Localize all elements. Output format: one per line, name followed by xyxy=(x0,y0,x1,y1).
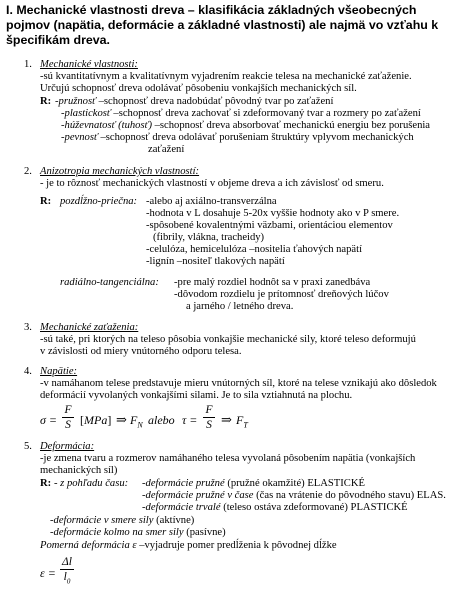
section-4-line-1: -v namáhanom telese predstavuje mieru vnútorných síl, ktoré na telese vznikajú ako dôsledok xyxy=(40,378,437,389)
section-4-heading: Napätie: xyxy=(40,366,78,377)
pozd-line-3: -spôsobené kovalentnými väzbami, orientáciou elementov xyxy=(146,220,393,231)
section-1-number: 1. xyxy=(24,59,32,70)
section-5-r-label: R: xyxy=(40,478,52,489)
section-5-number: 5. xyxy=(24,441,32,452)
section-1-r-label: R: xyxy=(40,96,52,107)
deformation-active: -deformácie v smere sily (aktívne) xyxy=(50,515,195,526)
pozd-line-4: (fibrily, vlákna, tracheidy) xyxy=(153,232,265,243)
pozd-line-5: -celulóza, hemicelulóza –nositelia ťahových napätí xyxy=(146,244,363,255)
section-1-item-3: -húževnatosť (tuhosť) –schopnosť dreva absorbovať mechanickú energiu bez porušenia xyxy=(61,120,431,131)
epsilon-denominator: $l_0$ xyxy=(63,571,71,586)
section-3-line-2: v závislosti od miery vnútorného odporu telesa. xyxy=(40,346,242,357)
force-tangential: $F_T$ xyxy=(236,413,248,430)
tau-fraction xyxy=(203,404,215,431)
deformation-elastic: -deformácie pružné (pružné okamžité) ELASTICKÉ xyxy=(142,478,365,489)
section-1-item-4-cont: zaťažení xyxy=(148,144,185,155)
sigma-fraction xyxy=(62,404,74,431)
section-3-line-1: -sú také, pri ktorých na teleso pôsobia vonkajšie mechanické sily, ktoré teleso deformujú xyxy=(40,334,416,345)
pozdlzno-priecna-label: pozdĺžno-priečna: xyxy=(60,196,138,207)
rad-line-3: a jarného / letného dreva. xyxy=(186,301,294,312)
z-pohladu-casu-label: - z pohľadu času: xyxy=(54,478,129,489)
sigma-lhs: σ = xyxy=(40,413,58,427)
alebo-word: alebo xyxy=(148,413,175,427)
deformation-permanent: -deformácie trvalé (teleso ostáva zdeformované) PLASTICKÉ xyxy=(142,502,408,513)
section-2-number: 2. xyxy=(24,166,32,177)
rad-line-1: -pre malý rozdiel hodnôt sa v praxi zanedbáva xyxy=(174,277,371,288)
deformation-elastic-time: -deformácie pružné v čase (čas na vrátenie do pôvodného stavu) ELAS. xyxy=(142,490,446,501)
section-2-heading: Anizotropia mechanických vlastností: xyxy=(40,166,200,177)
page-title: I. Mechanické vlastnosti dreva – klasifikácia základných všeobecných pojmov (napätia, deformácie a základné vlastnosti) ale najmä vo vzťahu k špecifikám dreva. xyxy=(6,3,439,47)
implies-arrow-2: ⇒ xyxy=(221,412,232,427)
rad-line-2: -dôvodom rozdielu je prítomnosť dreňových lúčov xyxy=(174,289,389,300)
section-1-heading: Mechanické vlastnosti: xyxy=(40,59,138,70)
fraction-bar xyxy=(60,569,74,570)
pozd-line-1: -alebo aj axiálno-transverzálna xyxy=(146,196,277,207)
section-4-number: 4. xyxy=(24,366,32,377)
section-5-line-2: mechanických síl) xyxy=(40,465,118,476)
section-2-r-label: R: xyxy=(40,196,52,207)
sigma-numerator: F xyxy=(64,404,72,416)
epsilon-numerator: Δl xyxy=(62,556,72,568)
section-3-number: 3. xyxy=(24,322,32,333)
section-3-heading: Mechanické zaťaženia: xyxy=(40,322,139,333)
unit-mpa: [MPa] xyxy=(80,413,112,427)
section-2-line-1: - je to rôznosť mechanických vlastností v objeme dreva a ich závislosť od smeru. xyxy=(40,178,384,189)
force-normal: $F_N$ xyxy=(130,413,143,430)
tau-numerator: F xyxy=(205,404,213,416)
section-5-heading: Deformácia: xyxy=(40,441,95,452)
section-1-item-2: -plastickosť –schopnosť dreva zachovať si zdeformovaný tvar a rozmery po zaťažení xyxy=(61,108,421,119)
implies-arrow-1: ⇒ xyxy=(116,412,127,427)
section-4-line-2: deformácií vyvolaných vonkajšími silami. Je to sila vztiahnutá na plochu. xyxy=(40,390,353,401)
radialno-tangencialna-label: radiálno-tangenciálna: xyxy=(60,277,159,288)
section-1-line-1: -sú kvantitatívnym a kvalitatívnym vyjadrením reakcie telesa na mechanické zaťaženie. xyxy=(40,71,412,82)
section-1-item-4: -pevnosť –schopnosť dreva odolávať porušeniam štruktúry vplyvom mechanických xyxy=(61,132,414,143)
tau-lhs: τ = xyxy=(182,413,198,427)
pozd-line-2: -hodnota v L dosahuje 5-20x vyššie hodnoty ako v P smere. xyxy=(146,208,400,219)
relative-deformation-line: Pomerná deformácia ε –vyjadruje pomer predĺženia k pôvodnej dĺžke xyxy=(40,540,337,551)
fraction-bar xyxy=(62,417,74,418)
epsilon-lhs: ε = xyxy=(40,566,56,580)
epsilon-fraction xyxy=(60,556,74,585)
fraction-bar xyxy=(203,417,215,418)
tau-denominator: S xyxy=(206,419,212,431)
section-1-line-2: Určujú schopnosť dreva odolávať pôsobeniu vonkajších mechanických síl. xyxy=(40,83,357,94)
sigma-denominator: S xyxy=(65,419,71,431)
section-5-line-1: -je zmena tvaru a rozmerov namáhaného telesa vyvolaná pôsobením napätia (vonkajších xyxy=(40,453,416,464)
section-1-item-1: -pružnosť –schopnosť dreva nadobúdať pôvodný tvar po zaťažení xyxy=(55,96,334,107)
deformation-passive: -deformácie kolmo na smer sily (pasívne) xyxy=(50,527,226,538)
pozd-line-6: -lignín –nositeľ tlakových napätí xyxy=(146,256,285,267)
